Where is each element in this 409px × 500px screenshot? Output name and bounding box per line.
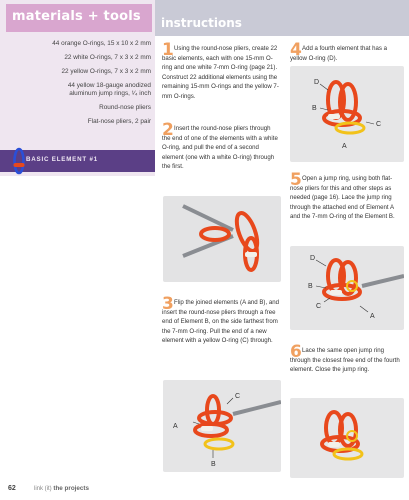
photo4-label-c: C — [376, 121, 382, 128]
photo4-label-a: A — [342, 143, 347, 150]
material-item: 44 yellow 18-gauge anodized aluminum jump rings, ¹⁄₄ inch — [67, 82, 151, 97]
photo5-label-a: A — [370, 313, 375, 320]
material-item: 44 orange O-rings, 15 x 10 x 2 mm — [52, 40, 151, 47]
step-4-text: Add a fourth element that has a yellow O-ring (D). — [290, 45, 388, 62]
basic-element-label: BASIC ELEMENT #1 — [26, 156, 98, 163]
step-5-photo — [290, 246, 404, 330]
running-footer — [34, 485, 89, 492]
photo4-label-b: B — [312, 105, 317, 112]
footer-section: link (it) — [34, 486, 54, 492]
step-6-number: 6 — [290, 342, 302, 362]
step-3-photo — [163, 380, 281, 472]
step-4-photo — [290, 66, 404, 162]
page-number: 62 — [8, 485, 16, 492]
basic-element-ring-icon — [12, 146, 26, 181]
step-5-text: Open a jump ring, using both flat-nose pliers for this and other steps as needed (page 16). Lace the jump ring through the attached end of Element A and the 7-mm O-ring of the Element B. — [290, 175, 395, 221]
step-3-number: 3 — [162, 294, 174, 314]
step-2-number: 2 — [162, 120, 174, 140]
step-6-photo — [290, 398, 404, 478]
photo4-label-d: D — [314, 79, 320, 86]
material-item: Round-nose pliers — [99, 104, 151, 111]
step-2-photo — [163, 196, 281, 282]
step-6-text: Lace the same open jump ring through the closest free end of the fourth element. Close the jump ring. — [290, 347, 400, 374]
step-1-number: 1 — [162, 40, 174, 60]
instructions-header — [155, 0, 409, 36]
instructions-title: instructions — [161, 16, 242, 30]
material-item: Flat-nose pliers, 2 pair — [87, 118, 151, 125]
materials-title: materials + tools — [12, 9, 141, 24]
sidebar-blank — [0, 176, 155, 500]
material-item: 22 yellow O-rings, 7 x 3 x 2 mm — [61, 68, 151, 75]
step-5-number: 5 — [290, 170, 302, 190]
step-3-text: Flip the joined elements (A and B), and insert the round-nose pliers through a free end of Element B, on the side farthest from the 7-mm O-ring. Pull the end of a new element with a yellow O-ring (C) through. — [162, 299, 280, 345]
footer-section-bold: the projects — [53, 485, 90, 492]
photo5-label-c: C — [316, 303, 322, 310]
photo5-label-b: B — [308, 283, 313, 290]
material-item: 22 white O-rings, 7 x 3 x 2 mm — [64, 54, 151, 61]
step-1-text: Using the round-nose pliers, create 22 basic elements, each with one 15-mm O-ring and one white 7-mm O-ring (page 21). Construct 22 additional elements using the remaining 15-mm O-rings and the yellow 7-mm O-rings. — [162, 45, 279, 100]
step-4-number: 4 — [290, 40, 302, 60]
photo3-label-c: C — [235, 393, 241, 400]
photo3-label-b: B — [211, 461, 216, 468]
photo5-label-d: D — [310, 255, 316, 262]
materials-list — [1, 40, 151, 132]
photo3-label-a: A — [173, 423, 178, 430]
materials-title-bar — [6, 4, 152, 32]
step-2-text: Insert the round-nose pliers through the end of one of the elements with a white O-ring, and pull the end of a second element (one with a white O-ring) through the first. — [162, 125, 278, 171]
